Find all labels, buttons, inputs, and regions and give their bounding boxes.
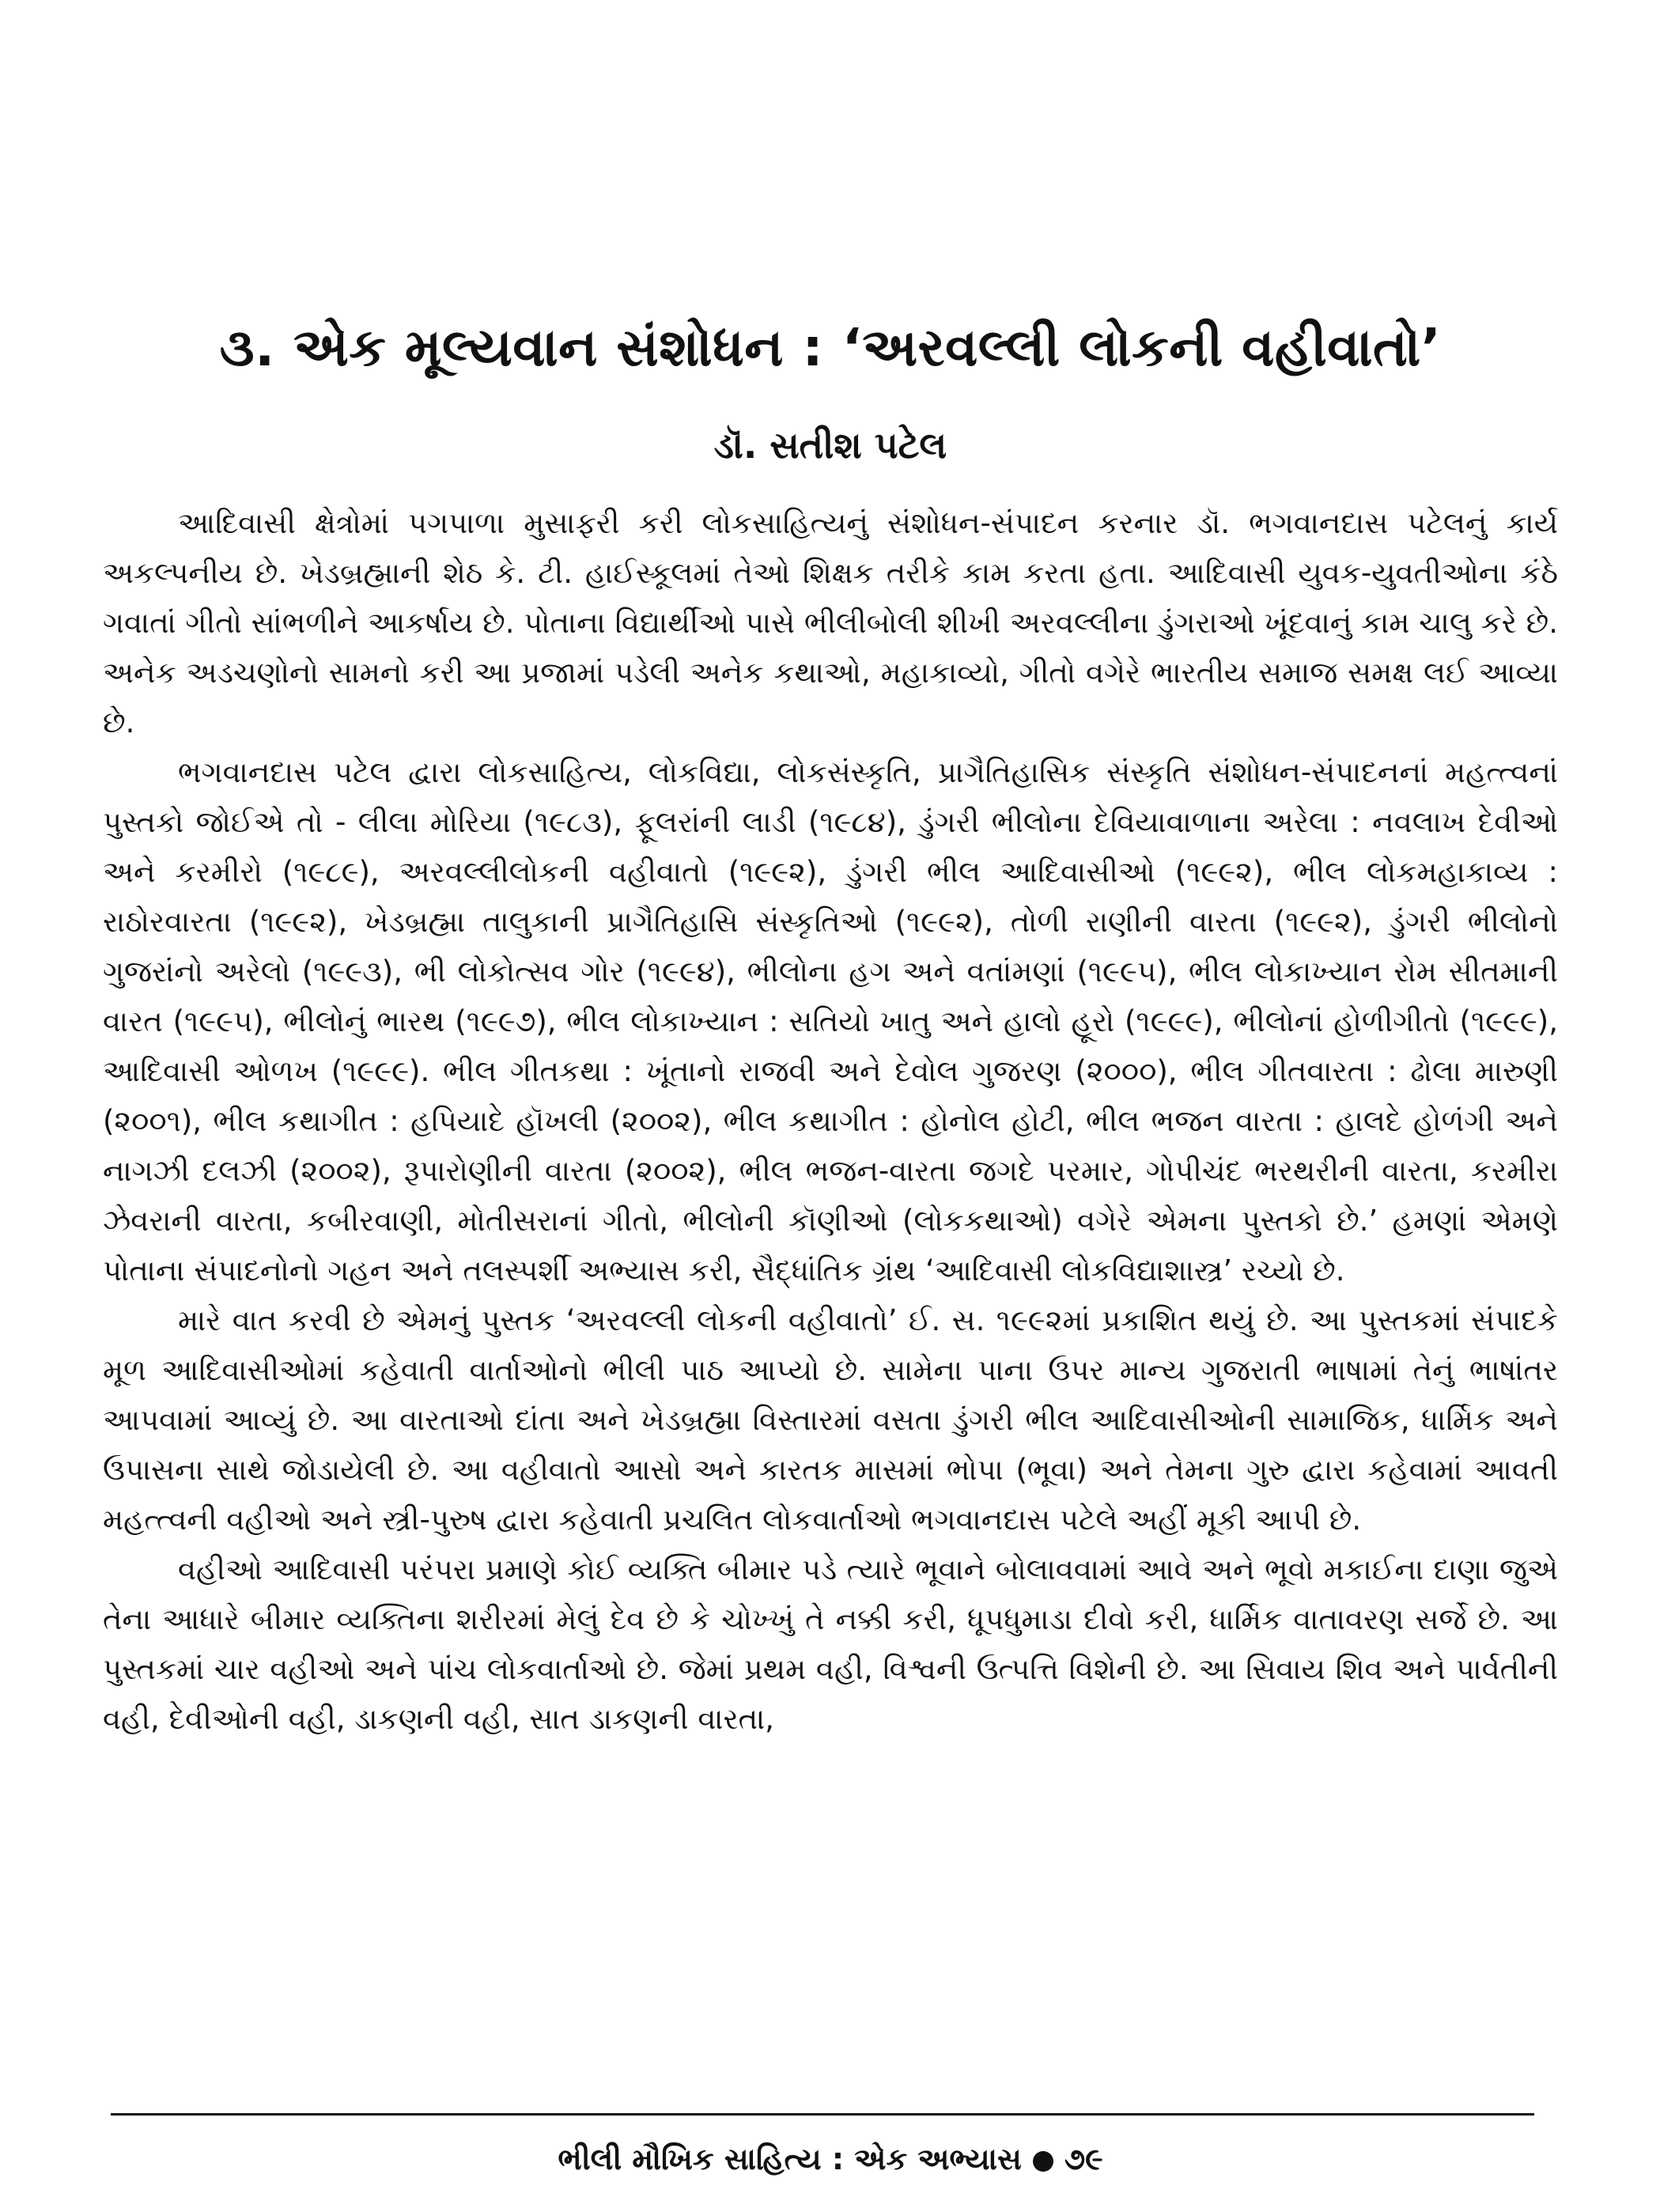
page-number: ૭૯ — [1064, 2142, 1103, 2176]
bullet-icon — [1033, 2151, 1053, 2172]
paragraph: ભગવાનદાસ પટેલ દ્વારા લોકસાહિત્ય, લોકવિદ્યા, લોકસંસ્કૃતિ, પ્રાગૈતિહાસિક સંસ્કૃતિ સંશોધન-સંપાદનનાં મહત્ત્વનાં પુસ્તકો જોઈએ તો - લીલા મોરિયા (૧૯૮૩), ફૂલરાંની લાડી (૧૯૮૪), ડુંગરી ભીલોના દેવિયાવાળાના અરેલા : નવલાખ દેવીઓ અને કરમીરો (૧૯૮૯), અરવલ્લીલોકની વહીવાતો (૧૯૯૨), ડુંગરી ભીલ આદિવાસીઓ (૧૯૯૨), ભીલ લોકમહાકાવ્ય : રાઠોરવારતા (૧૯૯૨), ખેડબ્રહ્મા તાલુકાની પ્રાગૈતિહાસિ સંસ્કૃતિઓ (૧૯૯૨), તોળી રાણીની વારતા (૧૯૯૨), ડુંગરી ભીલોનો ગુજરાંનો અરેલો (૧૯૯૩), ભી લોકોત્સવ ગોર (૧૯૯૪), ભીલોના હગ અને વતાંમણાં (૧૯૯૫), ભીલ લોકાખ્યાન રોમ સીતમાની વારત (૧૯૯૫), ભીલોનું ભારથ (૧૯૯૭), ભીલ લોકાખ્યાન : સતિયો ખાતુ અને હાલો હૂરો (૧૯૯૯), ભીલોનાં હોળીગીતો (૧૯૯૯), આદિવાસી ઓળખ (૧૯૯૯). ભીલ ગીતકથા : ખૂંતાનો રાજવી અને દેવોલ ગુજરણ (૨૦૦૦), ભીલ ગીતવારતા : ઢોલા મારુણી (૨૦૦૧), ભીલ કથાગીત : હપિયાદે હૉખલી (૨૦૦૨), ભીલ કથાગીત : હોનોલ હોટી, ભીલ ભજન વારતા : હાલદે હોળંગી અને નાગઝી દલઝી (૨૦૦૨), રૂપારોણીની વારતા (૨૦૦૨), ભીલ ભજન-વારતા જગદે પરમાર, ગોપીચંદ ભરથરીની વારતા, કરમીરા ઝેવરાની વારતા, કબીરવાણી, મોતીસરાનાં ગીતો, ભીલોની કૉણીઓ (લોકકથાઓ) વગેરે એમના પુસ્તકો છે.’ હમણાં એમણે પોતાના સંપાદનોનો ગહન અને તલસ્પર્શી અભ્યાસ કરી, સૈદ્ધાંતિક ગ્રંથ ‘આદિવાસી લોકવિદ્યાશાસ્ત્ર’ રચ્યો છે. — [103, 755, 1558, 1287]
paragraph: વહીઓ આદિવાસી પરંપરા પ્રમાણે કોઈ વ્યક્તિ બીમાર પડે ત્યારે ભૂવાને બોલાવવામાં આવે અને ભૂવો મકાઈના દાણા જુએ તેના આધારે બીમાર વ્યક્તિના શરીરમાં મેલું દેવ છે કે ચોખ્ખું તે નક્કી કરી, ધૂપધુમાડા દીવો કરી, ધાર્મિક વાતાવરણ સર્જે છે. આ પુસ્તકમાં ચાર વહીઓ અને પાંચ લોકવાર્તાઓ છે. જેમાં પ્રથમ વહી, વિશ્વની ઉત્પત્તિ વિશેની છે. આ સિવાય શિવ અને પાર્વતીની વહી, દેવીઓની વહી, ડાકણની વહી, સાત ડાકણની વારતા, — [103, 1552, 1558, 1736]
article-author: ડૉ. સતીશ પટેલ — [713, 424, 947, 467]
article-title: ૩. એક મૂલ્યવાન સંશોધન : ‘અરવલ્લી લોકની વહીવાતો’ — [219, 317, 1442, 378]
paragraph: આદિવાસી ક્ષેત્રોમાં પગપાળા મુસાફરી કરી લોકસાહિત્યનું સંશોધન-સંપાદન કરનાર ડૉ. ભગવાનદાસ પટેલનું કાર્ય અકલ્પનીય છે. ખેડબ્રહ્માની શેઠ કે. ટી. હાઈસ્કૂલમાં તેઓ શિક્ષક તરીકે કામ કરતા હતા. આદિવાસી યુવક-યુવતીઓના કંઠે ગવાતાં ગીતો સાંભળીને આકર્ષાય છે. પોતાના વિદ્યાર્થીઓ પાસે ભીલીબોલી શીખી અરવલ્લીના ડુંગરાઓ ખૂંદવાનું કામ ચાલુ કરે છે. અનેક અડચણોનો સામનો કરી આ પ્રજામાં પડેલી અનેક કથાઓ, મહાકાવ્યો, ગીતો વગેરે ભારતીય સમાજ સમક્ષ લઈ આવ્યા છે. — [103, 506, 1558, 739]
paragraph: મારે વાત કરવી છે એમનું પુસ્તક ‘અરવલ્લી લોકની વહીવાતો’ ઈ. સ. ૧૯૯૨માં પ્રકાશિત થયું છે. આ પુસ્તકમાં સંપાદકે મૂળ આદિવાસીઓમાં કહેવાતી વાર્તાઓનો ભીલી પાઠ આપ્યો છે. સામેના પાના ઉપર માન્ય ગુજરાતી ભાષામાં તેનું ભાષાંતર આપવામાં આવ્યું છે. આ વારતાઓ દાંતા અને ખેડબ્રહ્મા વિસ્તારમાં વસતા ડુંગરી ભીલ આદિવાસીઓની સામાજિક, ધાર્મિક અને ઉપાસના સાથે જોડાયેલી છે. આ વહીવાતો આસો અને કારતક માસમાં ભોપા (ભૂવા) અને તેમના ગુરુ દ્વારા કહેવામાં આવતી મહત્ત્વની વહીઓ અને સ્ત્રી-પુરુષ દ્વારા કહેવાતી પ્રચલિત લોકવાર્તાઓ ભગવાનદાસ પટેલે અહીં મૂકી આપી છે. — [103, 1303, 1558, 1537]
page-footer — [103, 2135, 1558, 2183]
footer-divider — [111, 2113, 1534, 2116]
footer-book-title: ભીલી મૌખિક સાહિત્ય : એક અભ્યાસ — [558, 2142, 1022, 2176]
article-body — [103, 498, 1558, 1744]
